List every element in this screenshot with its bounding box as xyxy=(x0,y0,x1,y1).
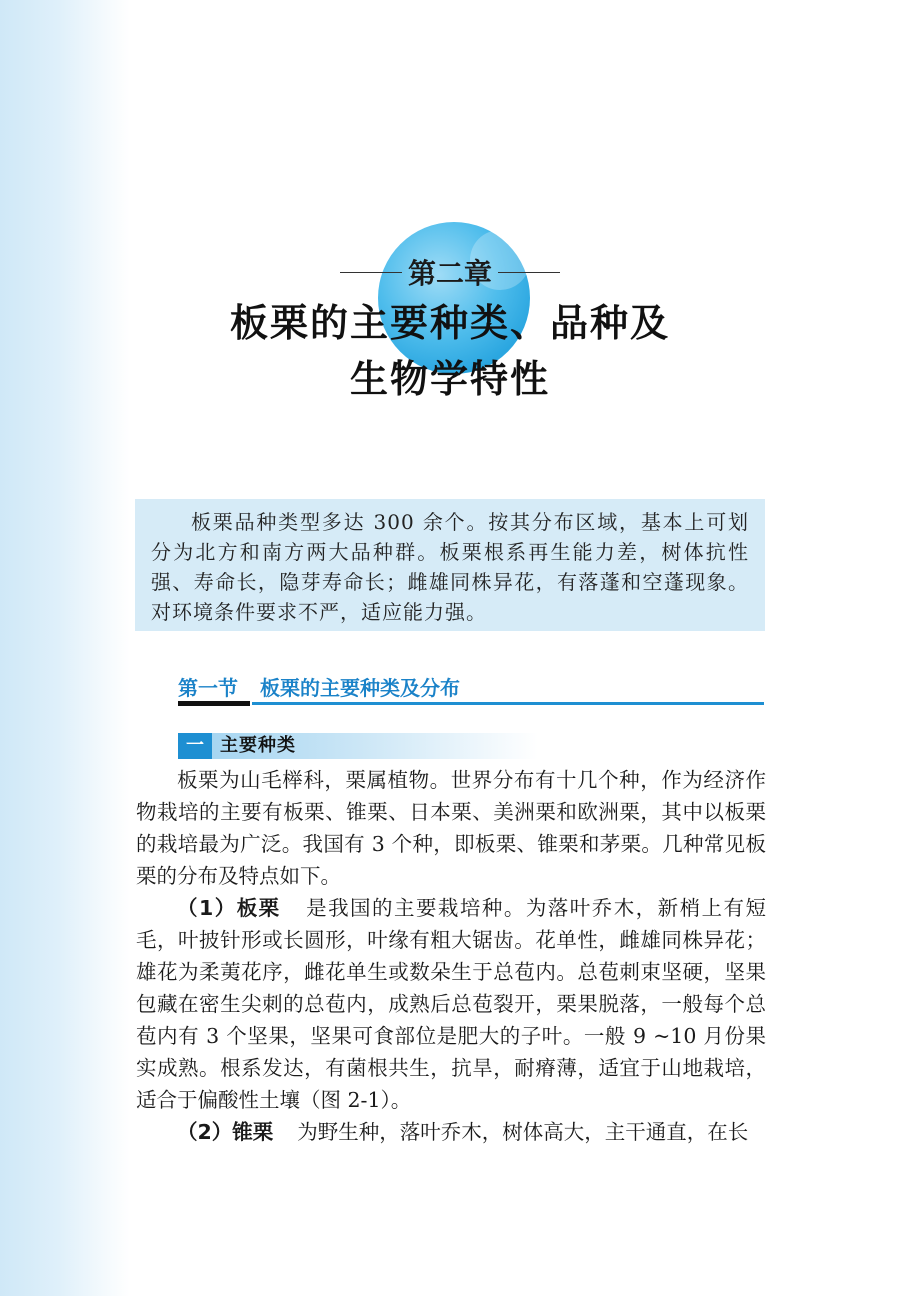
body-text xyxy=(136,764,766,1148)
section-number: 第一节 xyxy=(178,676,238,700)
chapter-summary-text: 板栗品种类型多达 300 余个。按其分布区域，基本上可划分为北方和南方两大品种群。板栗根系再生能力差，树体抗性强、寿命长，隐芽寿命长；雌雄同株异花，有落蓬和空蓬现象。对环境条件要求不严，适应能力强。 xyxy=(151,510,749,624)
chapter-rule-left xyxy=(340,272,402,273)
subsection-number: 一 xyxy=(178,733,212,759)
side-gradient-band xyxy=(0,0,130,1296)
section-heading xyxy=(178,672,764,706)
chapter-number: 第二章 xyxy=(408,257,493,290)
chapter-summary-box xyxy=(135,499,765,631)
chapter-label xyxy=(340,252,560,292)
section-title: 板栗的主要种类及分布 xyxy=(260,676,460,700)
section-underline-accent xyxy=(178,701,250,706)
chapter-title xyxy=(150,295,750,407)
paragraph-intro: 板栗为山毛榉科，栗属植物。世界分布有十几个种，作为经济作物栽培的主要有板栗、锥栗、日本栗、美洲栗和欧洲栗，其中以板栗的栽培最为广泛。我国有 3 个种，即板栗、锥栗和茅栗。几种常见板栗的分布及特点如下。 xyxy=(136,768,766,888)
subsection-heading xyxy=(178,733,538,759)
chapter-title-line2: 生物学特性 xyxy=(349,356,550,401)
section-underline xyxy=(252,702,764,705)
subsection-title: 主要种类 xyxy=(220,735,296,756)
paragraph-zhuili-text: 为野生种，落叶乔木，树体高大，主干通直，在长 xyxy=(297,1120,749,1144)
chapter-rule-right xyxy=(498,272,560,273)
paragraph-banli-number: （1） xyxy=(177,896,237,920)
paragraph-zhuili xyxy=(136,1116,766,1148)
paragraph-banli-term: 板栗 xyxy=(236,896,281,920)
paragraph-banli xyxy=(136,892,766,1116)
paragraph-zhuili-number: （2） xyxy=(177,1120,233,1144)
section-heading-label xyxy=(178,672,460,701)
paragraph-zhuili-term: 锥栗 xyxy=(232,1120,274,1144)
chapter-title-line1: 板栗的主要种类、品种及 xyxy=(229,300,670,345)
paragraph-banli-text: 是我国的主要栽培种。为落叶乔木，新梢上有短毛，叶披针形或长圆形，叶缘有粗大锯齿。花单性，雌雄同株异花；雄花为柔荑花序，雌花单生或数朵生于总苞内。总苞刺束坚硬，坚果包藏在密生尖刺的总苞内，成熟后总苞裂开，栗果脱落，一般每个总苞内有 3 个坚果，坚果可食部位是肥大的子叶。一般 9 ~10 月份果实成熟。根系发达，有菌根共生，抗旱，耐瘠薄，适宜于山地栽培，适合于偏酸性土壤（图 2-1）。 xyxy=(136,896,767,1112)
